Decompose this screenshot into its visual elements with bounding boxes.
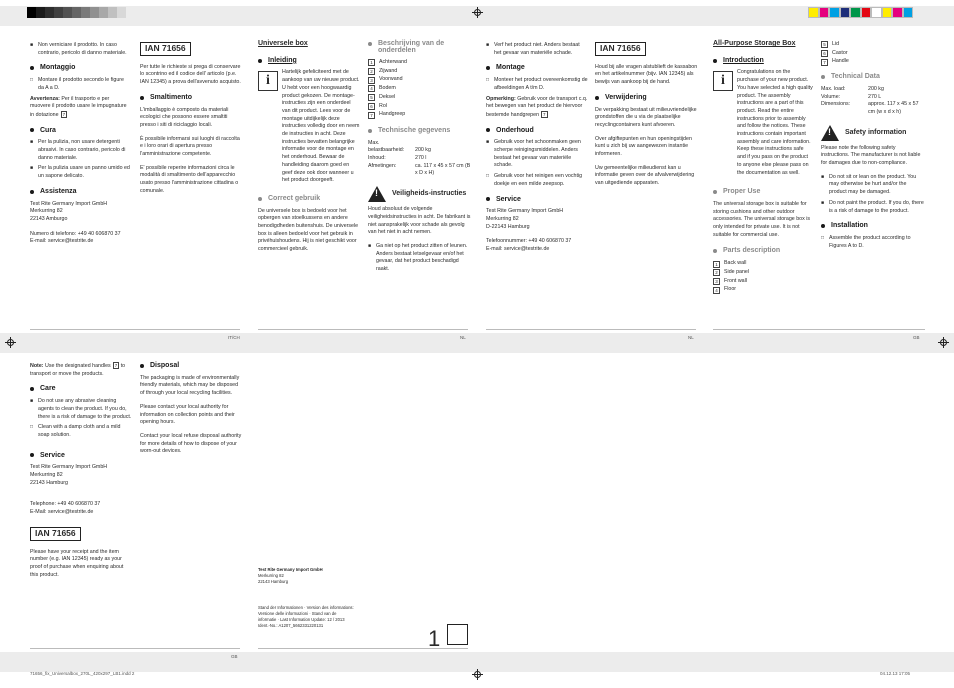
list-item: □ Assemble the product according to Figures A to D. — [821, 234, 911, 249]
imprint-version-line: Versione delle informazioni · Stand van de — [258, 611, 337, 616]
part-number: 6 — [368, 103, 375, 110]
middle-printer-band — [0, 333, 954, 353]
section-heading-disposal: Disposal — [140, 362, 242, 370]
page-footer-label: NL — [460, 335, 466, 340]
color-swatch — [871, 7, 882, 18]
note-paragraph: Opmerking: Gebruik voor de transport c.q. het bewegen van het product de hiervoor bestemde handgrepen 7 — [486, 95, 588, 118]
paragraph: È possibile informarsi sui luoghi di raccolta e i loro orari di apertura presso l'amministrazione competente. — [140, 135, 240, 158]
part-label: Back wall — [724, 260, 747, 267]
english-column-1 — [713, 40, 813, 302]
tech-label: Max. — [368, 139, 380, 146]
english-column-4 — [140, 362, 242, 462]
paragraph: Please note the following safety instructions. The manufacturer is not liable for damages due to non-compliance. — [821, 144, 921, 167]
list-item: □ Monteer het product overeenkomstig de afbeeldingen A t/m D. — [486, 77, 588, 91]
section-heading-cura: Cura — [30, 127, 130, 135]
phone-line: Numero di telefono: +49 40 606870 37 — [30, 230, 121, 237]
ian-box: IAN 71656 — [140, 42, 191, 56]
paragraph: L'imballaggio è composto da materiali ecologici che possono essere smaltiti presso i siti di riciclaggio locali. — [140, 106, 229, 128]
tech-key: Inhoud: — [368, 155, 386, 162]
list-item: ■ Verf het product niet. Anders bestaat het gevaar van materiële schade. — [486, 42, 580, 56]
dutch-column-3 — [486, 42, 588, 254]
page-number: 1 — [428, 626, 441, 651]
grey-swatch — [45, 7, 54, 18]
section-heading-introduction: Introduction — [713, 57, 813, 65]
footer-line — [713, 329, 925, 330]
section-heading-parts-description: Parts description — [713, 247, 813, 255]
registration-mark-icon — [472, 669, 483, 680]
tech-key: belastbaarheid: — [368, 147, 405, 154]
paragraph: Over afgiftepunten en hun openingstijden kunt u zich bij uw aangewezen instantie informeren. — [595, 135, 692, 158]
footer-line — [486, 329, 696, 330]
safety-heading — [368, 186, 472, 202]
paragraph: Congratulations on the purchase of your new product. You have selected a high quality product. The assembly instructions are a part of this product. Read the entire instructions prior to assembly and follow the notices. These instructions contain important assembly and care information. Keep these instructions safe and if you pass on the product to anyone else please pass on the documentation as well. — [737, 69, 813, 176]
tech-table — [368, 147, 472, 178]
section-heading-inleiding: Inleiding — [258, 57, 360, 65]
address-line: Test Rite Germany Import GmbH — [30, 464, 108, 471]
part-number: 7 — [821, 59, 828, 66]
ian-box: IAN 71656 — [30, 527, 81, 541]
imprint — [258, 567, 378, 629]
part-number: 5 — [368, 94, 375, 101]
list-item: □ Clean with a damp cloth and a mild soap solution. — [30, 424, 121, 438]
part-number: 4 — [713, 287, 720, 294]
imprint-city: 22143 Hamburg — [258, 579, 289, 584]
part-row — [821, 41, 925, 49]
ian-box: IAN 71656 — [595, 42, 646, 56]
color-swatch — [850, 7, 861, 18]
list-item: □ Gebruik voor het reinigen een vochtig doekje en een milde zeepsop. — [486, 173, 583, 187]
tech-value: ca. 117 x 45 x 57 cm (B x D x H) — [415, 162, 471, 177]
paragraph: E' possibile reperire informazioni circa le modalità di smaltimento dell'apparecchio usato presso l'amministrazione cittadina o comunale. — [140, 164, 239, 194]
section-heading-proper-use: Proper Use — [713, 188, 813, 196]
grey-swatch — [81, 7, 90, 18]
address-line: Merkurring 82 — [486, 215, 519, 222]
warning-icon — [821, 125, 839, 141]
address-line: 22143 Hamburg — [30, 479, 68, 486]
color-swatch — [819, 7, 830, 18]
registration-mark-icon — [472, 7, 483, 18]
part-row — [368, 94, 472, 102]
dutch-column-1 — [258, 40, 360, 260]
part-number: 6 — [821, 50, 828, 57]
color-swatch — [861, 7, 872, 18]
part-row — [821, 58, 925, 66]
list-item: ■ Per la pulizia usare un panno umido ed un sapone delicato. — [30, 165, 130, 180]
tech-value: 270 l — [415, 155, 427, 162]
ian-paragraph: Per tutte le richieste si prega di conservare lo scontrino ed il codice dell' articolo (p.e. IAN 12345) a prova dell'avvenuto acquisto. — [140, 63, 241, 86]
part-label: Side panel — [724, 268, 750, 275]
info-icon: i — [713, 71, 733, 91]
part-row — [368, 103, 472, 111]
footer-line — [30, 648, 240, 649]
email-line: E-Mail: service@testrite.de — [30, 509, 94, 516]
paragraph: Please contact your local authority for information on collection points and their opening hours. — [140, 403, 235, 426]
part-label: Achterwand — [379, 59, 407, 65]
part-number: 3 — [713, 278, 720, 285]
paragraph: Contact your local refuse disposal authority for more details of how to dispose of your worn-out devices. — [140, 432, 242, 455]
part-row — [713, 269, 813, 277]
address-line: Test Rite Germany Import GmbH — [30, 200, 108, 207]
section-heading-montaggio: Montaggio — [30, 64, 130, 72]
italian-column-2 — [140, 42, 242, 202]
tech-key: Afmetingen: — [368, 162, 397, 169]
english-column-3 — [30, 362, 132, 585]
part-row — [821, 50, 925, 58]
section-heading-correct-gebruik: Correct gebruik — [258, 195, 360, 203]
part-number: 4 — [368, 85, 375, 92]
tech-key: Dimensions: — [821, 101, 851, 108]
dutch-column-4 — [595, 42, 698, 194]
part-number: 5 — [821, 41, 828, 48]
part-number: 2 — [713, 269, 720, 276]
phone-line: Telefoonnummer: +49 40 606870 37 — [486, 238, 572, 245]
tech-value: approx. 117 x 45 x 57 cm (w x d x h) — [868, 101, 919, 115]
color-swatch — [892, 7, 903, 18]
page-title: Universele box — [258, 40, 308, 47]
section-heading-care: Care — [30, 385, 132, 393]
section-heading-beschrijving: Beschrijving van de onderdelen — [368, 40, 472, 54]
parts-list — [821, 41, 925, 66]
part-number: 1 — [368, 59, 375, 66]
tech-value: 200 kg — [415, 147, 431, 154]
info-block — [258, 69, 360, 191]
part-label: Handgreep — [379, 111, 406, 118]
paragraph: The universal storage box is suitable for storing cushions and other outdoor accessories. The universal storage box is only intended for private use. It is not suitable for commercial use. — [713, 200, 811, 238]
section-heading-installation: Installation — [821, 222, 925, 230]
paragraph: Houd absoluut de volgende veiligheidsinstructies in acht. De fabrikant is niet aansprakelijk voor schade als gevolg van het niet in acht nemen. — [368, 206, 471, 236]
paragraph: Uw gemeentelijke milieudienst kan u informatie geven over de afvalverwijdering van uitgediende apparaten. — [595, 164, 695, 187]
grey-swatch — [27, 7, 36, 18]
section-heading-verwijdering: Verwijdering — [595, 94, 698, 102]
list-item: ■ Do not use any abrasive cleaning agents to clean the product. If you do, there is a risk of damage to the product. — [30, 398, 132, 420]
color-swatch — [840, 7, 851, 18]
part-label: Bodem — [379, 85, 396, 92]
part-label: Floor — [724, 286, 737, 293]
footer-line — [258, 329, 468, 330]
imprint-version-line: Ident.-No.: A1207_5662331220131 — [258, 623, 324, 628]
tech-row — [821, 94, 925, 102]
email-line: E-mail: service@testrite.de — [486, 246, 550, 253]
part-label: Front wall — [724, 277, 747, 284]
color-swatch — [903, 7, 914, 18]
color-swatch — [808, 7, 819, 18]
paragraph: The packaging is made of environmentally friendly materials, which may be disposed of through your local recycling facilities. — [140, 374, 240, 397]
address-line: Merkurring 82 — [30, 472, 63, 479]
part-row — [713, 260, 813, 268]
file-slug: 71656_fix_Universalbox_270L_420x297_LB1.indd 2 — [30, 671, 135, 676]
section-heading-montage: Montage — [486, 64, 588, 72]
safety-title: Safety information — [845, 128, 907, 136]
address-line: Merkurring 82 — [30, 208, 63, 215]
part-label: Castor — [832, 49, 848, 56]
date-slug: 04.12.13 17:05 — [880, 671, 911, 676]
imprint-street: Merkurring 82 — [258, 573, 284, 578]
tech-value: 270 L — [868, 93, 882, 100]
grey-swatch — [36, 7, 45, 18]
page-footer-label: GB — [231, 654, 238, 659]
list-item: ■ Non verniciare il prodotto. In caso contrario, pericolo di danno materiale. — [30, 42, 127, 56]
note-paragraph: Avvertenza: Per il trasporto e per muovere il prodotto usare le impugnature in dotazione 7 — [30, 95, 127, 118]
grey-swatch — [72, 7, 81, 18]
list-item: ■ Per la pulizia, non usare detergenti abrasivi. In caso contrario, pericolo di danno materiale. — [30, 139, 126, 161]
tech-key: Volume: — [821, 93, 841, 100]
tech-row — [821, 86, 925, 94]
note-paragraph: Note: Use the designated handles 7 to transport or move the products. — [30, 363, 126, 377]
info-icon: i — [258, 71, 278, 91]
paragraph: De universele box is bedoeld voor het opbergen van stoelkussens en andere benodigdheden buitenshuis. De universele box is alleen bedoeld voor het gebruik in privéhuishoudens. Hij is niet geschikt voor commercieel gebruik. — [258, 207, 359, 253]
parts-list — [368, 59, 472, 119]
grey-swatch — [90, 7, 99, 18]
email-line: E-mail: service@testrite.de — [30, 238, 94, 245]
page-footer-label: IT/CH — [228, 335, 240, 340]
phone-line: Telephone: +49 40 606870 37 — [30, 501, 101, 508]
tech-row — [368, 163, 472, 178]
info-block — [713, 69, 813, 183]
part-row — [368, 76, 472, 84]
address-line: Test Rite Germany Import GmbH — [486, 208, 564, 215]
part-label: Lid — [832, 41, 840, 47]
part-row — [368, 85, 472, 93]
tech-row — [368, 155, 472, 163]
part-number: 2 — [368, 68, 375, 75]
part-row — [713, 278, 813, 286]
warning-icon — [368, 186, 386, 202]
part-row — [368, 111, 472, 119]
address-line: D-22143 Hamburg — [486, 223, 530, 230]
imprint-company: Test Rite Germany Import GmbH — [258, 567, 323, 572]
list-item: ■ Gebruik voor het schoonmaken geen scherpe reinigingsmiddelen. Anders bestaat het gevaar van materiële schade. — [486, 139, 581, 169]
tech-row — [368, 147, 472, 155]
tech-row — [821, 101, 925, 116]
section-heading-smaltimento: Smaltimento — [140, 94, 242, 102]
paragraph: De verpakking bestaat uit milieuvriendelijke grondstoffen die u via de plaatselijke recyclingcontainers kunt afvoeren. — [595, 106, 697, 128]
section-heading-technical-data: Technical Data — [821, 73, 925, 81]
page-title: All-Purpose Storage Box — [713, 40, 796, 47]
tech-value: 200 kg — [868, 85, 884, 92]
section-heading-service: Service — [486, 196, 588, 204]
part-label: Handle — [832, 58, 849, 65]
paragraph: Hartelijk gefeliciteerd met de aankoop van uw nieuwe product. U hebt voor een hoogwaardig product gekozen. De montage-instructies zijn een onderdeel van dit product. Lees voor de montage uitdijkelijk deze instructies volledig door en neem de instructies in acht. Deze instructies bevatten belangrijke informatie voor de montage en het onderhoud. Bewaar de handleiding daarom goed en geef deze ook door wanneer u het product doorgeeft. — [282, 69, 360, 184]
part-row — [368, 68, 472, 76]
section-heading-service: Service — [30, 452, 132, 460]
section-heading-onderhoud: Onderhoud — [486, 127, 588, 135]
address-line: 22143 Amburgo — [30, 215, 68, 222]
grey-swatch — [63, 7, 72, 18]
part-label: Voorwand — [379, 76, 403, 83]
part-number: 3 — [368, 77, 375, 84]
part-number: 1 — [713, 261, 720, 268]
list-item: ■ Do not paint the product. If you do, there is a risk of damage to the product. — [821, 199, 924, 214]
imprint-version-line: informatie · Last Information Update: 12 / 2013 — [258, 617, 345, 622]
tech-key: Max. load: — [821, 85, 846, 92]
registration-mark-icon — [938, 337, 949, 348]
part-number: 7 — [368, 112, 375, 119]
safety-heading — [821, 125, 925, 141]
english-column-2 — [821, 41, 925, 253]
ian-paragraph: Houd bij alle vragen alstublieft de kassabon en het artikelnummer (bijv. IAN 12345) als bewijs van aankoop bij de hand. — [595, 63, 698, 86]
color-swatch — [882, 7, 893, 18]
grey-swatch — [99, 7, 108, 18]
list-item: □ Montare il prodotto secondo le figure da A a D. — [30, 77, 124, 91]
registration-mark-icon — [5, 337, 16, 348]
grey-swatch — [54, 7, 63, 18]
imprint-version-line: Stand der Informationen · Version des informations: — [258, 605, 354, 610]
section-heading-technische-gegevens: Technische gegevens — [368, 127, 472, 135]
tech-table — [821, 86, 925, 117]
part-label: Deksel — [379, 93, 396, 100]
section-heading-assistenza: Assistenza — [30, 188, 130, 196]
page-footer-label: NL — [688, 335, 694, 340]
ian-paragraph: Please have your receipt and the item number (e.g. IAN 12345) ready as your proof of purchase when enquiring about this product. — [30, 548, 124, 578]
parts-list — [713, 260, 813, 294]
part-label: Rol — [379, 102, 387, 109]
color-swatch — [829, 7, 840, 18]
list-item: ■ Ga niet op het product zitten of leunen. Anders bestaat letselgevaar en/of het gevaar, dat het product beschadigd raakt. — [368, 242, 468, 273]
dutch-column-2 — [368, 40, 472, 277]
part-row — [713, 286, 813, 294]
page-footer-label: GB — [913, 335, 920, 340]
footer-line — [30, 329, 240, 330]
part-label: Zijwand — [379, 67, 398, 74]
page-number-box — [447, 624, 468, 645]
list-item: ■ Do not sit or lean on the product. You may otherwise be hurt and/or the product may be damaged. — [821, 173, 917, 196]
part-row — [368, 59, 472, 67]
safety-title: Veiligheids-instructies — [392, 190, 467, 198]
grey-swatch — [108, 7, 117, 18]
grey-swatch — [117, 7, 126, 18]
italian-column-1 — [30, 42, 130, 246]
